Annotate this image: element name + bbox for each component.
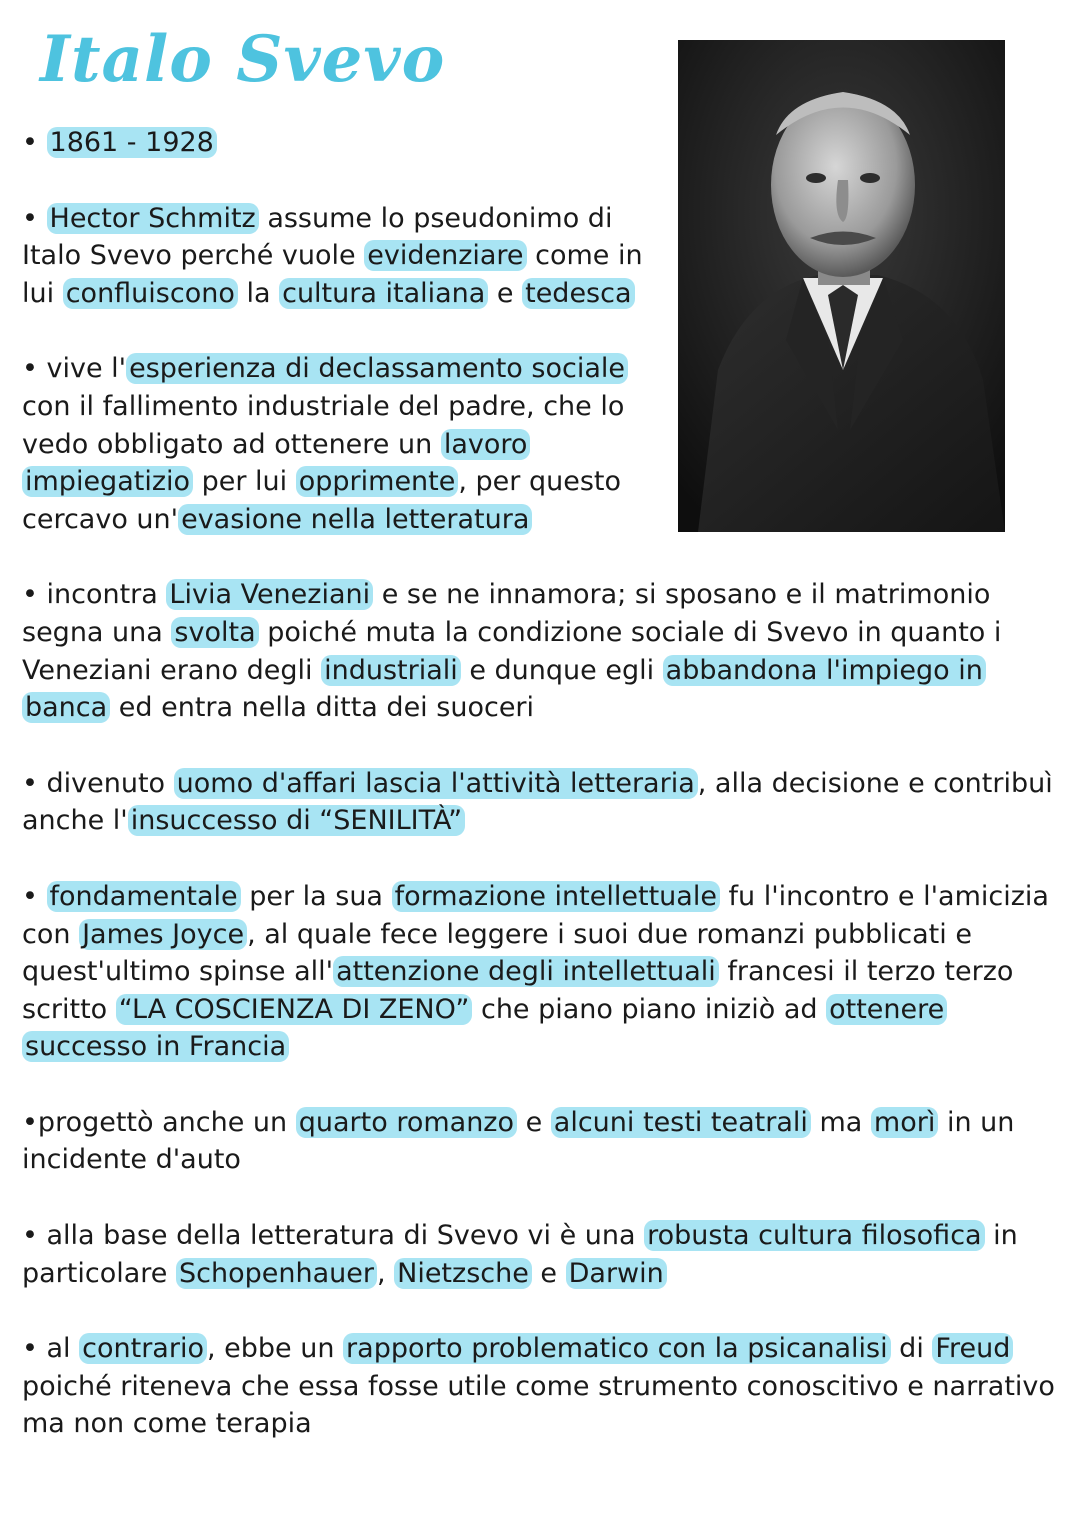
- paragraph-text: ,: [376, 1257, 395, 1289]
- paragraph-text: • al: [22, 1333, 80, 1365]
- paragraph-text: per la sua: [240, 880, 392, 912]
- paragraph-text: • vive l': [22, 353, 127, 385]
- paragraph-text: •: [22, 202, 47, 234]
- paragraph-text: in particolare: [22, 1220, 1018, 1289]
- paragraph-text: come in lui: [22, 240, 643, 309]
- highlighted-term: insuccesso di “SENILITÀ”: [128, 805, 465, 836]
- paragraph-text: di: [890, 1333, 933, 1365]
- highlighted-term: tedesca: [522, 278, 634, 309]
- paragraph-text: , per questo cercavo un': [22, 466, 622, 535]
- highlighted-term: uomo d'affari lascia l'attività letteraria: [174, 768, 698, 799]
- highlighted-term: Darwin: [566, 1258, 667, 1289]
- highlighted-term: abbandona l'impiego in banca: [22, 655, 986, 724]
- notes-body: [22, 124, 1072, 1443]
- highlighted-term: Nietzsche: [394, 1258, 532, 1289]
- paragraph-text: ed entra nella ditta dei suoceri: [110, 692, 535, 724]
- paragraph-declassing: [22, 350, 672, 538]
- paragraph-text: francesi il terzo terzo scritto: [22, 956, 1014, 1025]
- paragraph-text: e: [531, 1257, 566, 1289]
- highlighted-term: Freud: [932, 1333, 1013, 1364]
- highlighted-term: confluiscono: [63, 278, 238, 309]
- highlighted-term: 1861 - 1928: [47, 127, 217, 158]
- highlighted-term: quarto romanzo: [296, 1107, 517, 1138]
- highlighted-term: cultura italiana: [279, 278, 488, 309]
- highlighted-term: morì: [871, 1107, 938, 1138]
- highlighted-term: evidenziare: [364, 240, 526, 271]
- paragraph-text: , ebbe un: [206, 1333, 344, 1365]
- highlighted-term: opprimente: [296, 466, 459, 497]
- paragraph-text: poiché muta la condizione sociale di Svevo in quanto i Veneziani erano degli: [22, 616, 1002, 686]
- highlighted-term: Livia Veneziani: [166, 579, 373, 610]
- paragraph-text: la: [237, 277, 280, 309]
- highlighted-term: fondamentale: [47, 881, 241, 912]
- highlighted-term: industriali: [321, 655, 461, 686]
- paragraph-text: ma: [810, 1106, 871, 1138]
- paragraph-businessman: [22, 765, 1072, 840]
- paragraph-text: che piano piano iniziò ad: [472, 993, 827, 1025]
- paragraph-text: in un incidente d'auto: [22, 1106, 1015, 1176]
- highlighted-term: alcuni testi teatrali: [551, 1107, 811, 1138]
- paragraph-text: per lui: [193, 466, 296, 498]
- paragraph-marriage: [22, 576, 1072, 726]
- paragraph-pseudonym: [22, 200, 672, 313]
- paragraph-text: con il fallimento industriale del padre, che lo vedo obbligato ad ottenere un: [22, 390, 625, 460]
- page-title: Italo Svevo: [40, 22, 446, 97]
- highlighted-term: James Joyce: [79, 919, 247, 950]
- highlighted-term: evasione nella letteratura: [178, 504, 532, 535]
- paragraph-text: • incontra: [22, 579, 167, 611]
- paragraph-dates: [22, 124, 1072, 162]
- highlighted-term: Schopenhauer: [176, 1258, 377, 1289]
- paragraph-text: •progettò anche un: [22, 1106, 296, 1138]
- paragraph-philosophy: [22, 1217, 1072, 1292]
- paragraph-freud: [22, 1330, 1072, 1443]
- highlighted-term: “LA COSCIENZA DI ZENO”: [116, 994, 473, 1025]
- paragraph-text: e: [517, 1106, 551, 1138]
- paragraph-text: e se ne innamora; si sposano e il matrimonio segna una: [22, 579, 991, 648]
- paragraph-text: assume lo pseudonimo di Italo Svevo perché vuole: [22, 202, 613, 272]
- paragraph-text: e: [488, 277, 523, 309]
- paragraph-text: •: [22, 880, 47, 912]
- paragraph-text: , alla decisione e contribuì anche l': [22, 767, 1053, 837]
- highlighted-term: lavoro impiegatizio: [22, 429, 530, 498]
- paragraph-text: • alla base della letteratura di Svevo vi è una: [22, 1220, 645, 1252]
- highlighted-term: robusta cultura filosofica: [644, 1220, 984, 1251]
- highlighted-term: formazione intellettuale: [392, 881, 720, 912]
- paragraph-text: • divenuto: [22, 767, 174, 799]
- highlighted-term: attenzione degli intellettuali: [333, 956, 719, 987]
- paragraph-text: , al quale fece leggere i suoi due romanzi pubblicati e quest'ultimo spinse all': [22, 918, 972, 988]
- paragraph-text: poiché riteneva che essa fosse utile come strumento conoscitivo e narrativo ma non come terapia: [22, 1370, 1055, 1440]
- paragraph-text: e dunque egli: [460, 654, 663, 686]
- highlighted-term: ottenere successo in Francia: [22, 994, 947, 1063]
- highlighted-term: Hector Schmitz: [47, 203, 259, 234]
- paragraph-fourth-novel: [22, 1104, 1072, 1179]
- highlighted-term: rapporto problematico con la psicanalisi: [343, 1333, 891, 1364]
- paragraph-joyce: [22, 878, 1072, 1066]
- highlighted-term: svolta: [171, 617, 258, 648]
- paragraph-text: •: [22, 127, 47, 158]
- highlighted-term: esperienza di declassamento sociale: [126, 353, 628, 384]
- paragraph-text: fu l'incontro e l'amicizia con: [22, 880, 1049, 950]
- highlighted-term: contrario: [79, 1333, 207, 1364]
